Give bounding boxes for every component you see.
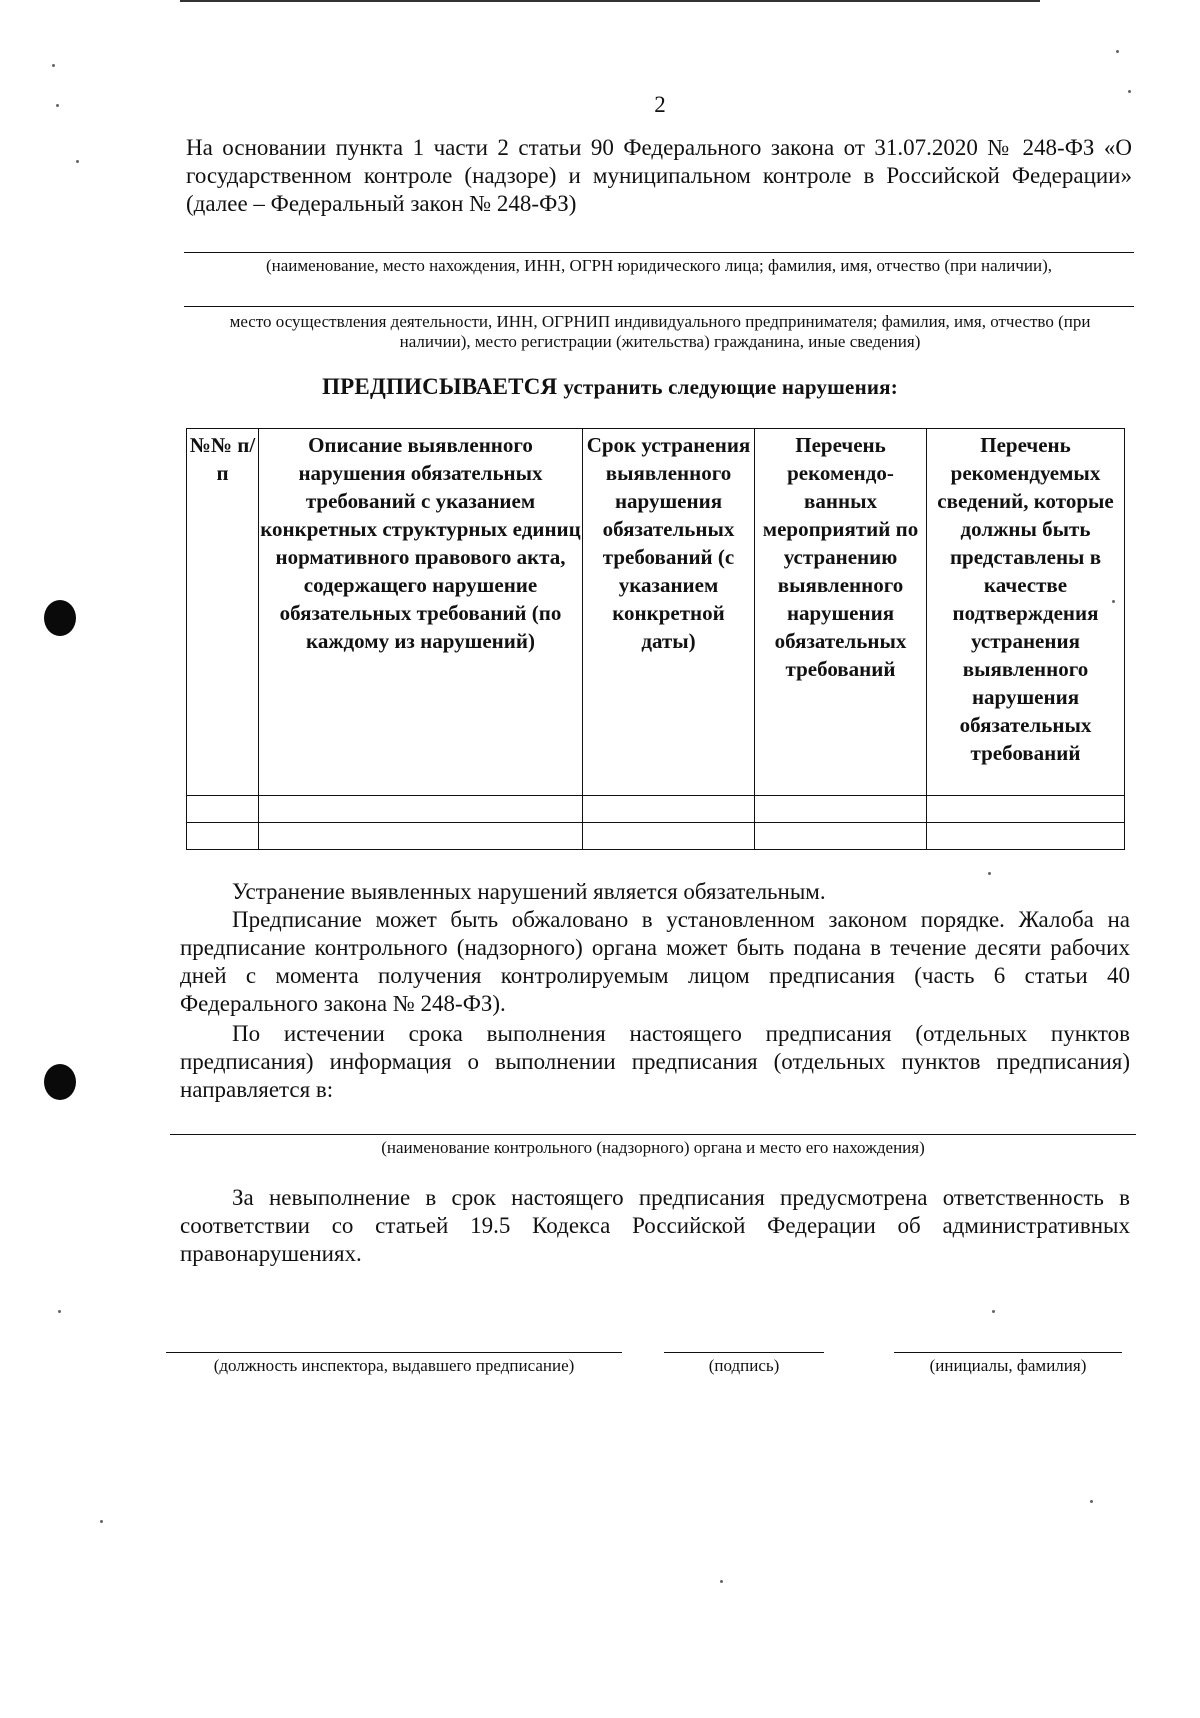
header-description: Описание выявленного нарушения обязательных требований с указанием конкретных структурных единиц нормативного правового акта, содержащего нарушение обязательных требований (по каждому из нарушений)	[259, 429, 583, 796]
scan-speck	[58, 1310, 61, 1313]
table-cell	[583, 823, 755, 850]
liability-paragraph: За невыполнение в срок настоящего предписания предусмотрена ответственность в соответствии со статьей 19.5 Кодекса Российской Федерации об административных правонарушениях.	[180, 1185, 1130, 1266]
scan-speck	[1112, 600, 1115, 603]
punch-hole	[44, 1064, 76, 1100]
order-heading-tail: устранить следующие нарушения:	[563, 375, 898, 399]
name-caption: (инициалы, фамилия)	[929, 1356, 1087, 1375]
signature-line	[664, 1352, 824, 1353]
intro-paragraph: На основании пункта 1 части 2 статьи 90 Федерального закона от 31.07.2020 № 248-ФЗ «О государственном контроле (надзоре) и муниципальном контроле в Российской Федерации» (далее – Федеральный закон № 248-ФЗ)	[186, 135, 1132, 216]
page-number: 2	[654, 92, 666, 117]
order-heading-main: ПРЕДПИСЫВАЕТСЯ	[322, 374, 558, 399]
signature-caption: (подпись)	[708, 1356, 780, 1375]
scan-speck	[52, 64, 55, 67]
position-line	[166, 1352, 622, 1353]
scan-speck	[992, 1310, 995, 1313]
authority-caption: (наименование контрольного (надзорного) органа и место его нахождения)	[381, 1138, 925, 1157]
mandatory-paragraph: Устранение выявленных нарушений является обязательным.	[232, 879, 826, 904]
scan-speck	[56, 104, 59, 107]
header-number: №№ п/п	[187, 429, 259, 796]
name-line	[894, 1352, 1122, 1353]
scan-speck	[1090, 1500, 1093, 1503]
order-heading	[180, 374, 1040, 400]
table-cell	[187, 823, 259, 850]
table-cell	[583, 796, 755, 823]
table-cell	[755, 796, 927, 823]
table-cell	[755, 823, 927, 850]
authority-line	[170, 1134, 1136, 1135]
scan-speck	[76, 160, 79, 163]
scan-speck	[100, 1520, 103, 1523]
table-cell	[187, 796, 259, 823]
table-header-row	[187, 429, 1125, 796]
table-cell	[259, 823, 583, 850]
punch-hole	[44, 600, 76, 636]
top-edge-line	[180, 0, 1040, 2]
scan-speck	[1128, 90, 1131, 93]
report-paragraph: По истечении срока выполнения настоящего предписания (отдельных пунктов предписания) информация о выполнении предписания (отдельных пунктов предписания) направляется в:	[180, 1021, 1130, 1102]
table-cell	[259, 796, 583, 823]
table-row	[187, 796, 1125, 823]
header-deadline: Срок устранения выявленного нарушения обязательных требований (с указанием конкретной даты)	[583, 429, 755, 796]
header-measures: Перечень рекомендо-ванных мероприятий по устранению выявленного нарушения обязательных требований	[755, 429, 927, 796]
header-evidence: Перечень рекомендуемых сведений, которые должны быть представлены в качестве подтверждения устранения выявленного нарушения обязательных требований	[927, 429, 1125, 796]
scan-speck	[1116, 50, 1119, 53]
table-row	[187, 823, 1125, 850]
table-cell	[927, 823, 1125, 850]
entity-line-1	[184, 252, 1134, 253]
table-cell	[927, 796, 1125, 823]
entity-caption-2: место осуществления деятельности, ИНН, ОГРНИП индивидуального предпринимателя; фамилия, имя, отчество (при наличии), место регистрации (жительства) гражданина, иные сведения)	[229, 312, 1091, 351]
position-caption: (должность инспектора, выдавшего предписание)	[213, 1356, 575, 1375]
scan-speck	[988, 872, 991, 875]
violations-table	[186, 428, 1125, 850]
appeal-paragraph: Предписание может быть обжаловано в установленном законом порядке. Жалоба на предписание контрольного (надзорного) органа может быть подана в течение десяти рабочих дней с момента получения контролируемым лицом предписания (часть 6 статьи 40 Федерального закона № 248-ФЗ).	[180, 907, 1130, 1016]
entity-caption-1: (наименование, место нахождения, ИНН, ОГРН юридического лица; фамилия, имя, отчество (при наличии),	[265, 256, 1053, 275]
scan-speck	[720, 1580, 723, 1583]
entity-line-2	[184, 306, 1134, 307]
